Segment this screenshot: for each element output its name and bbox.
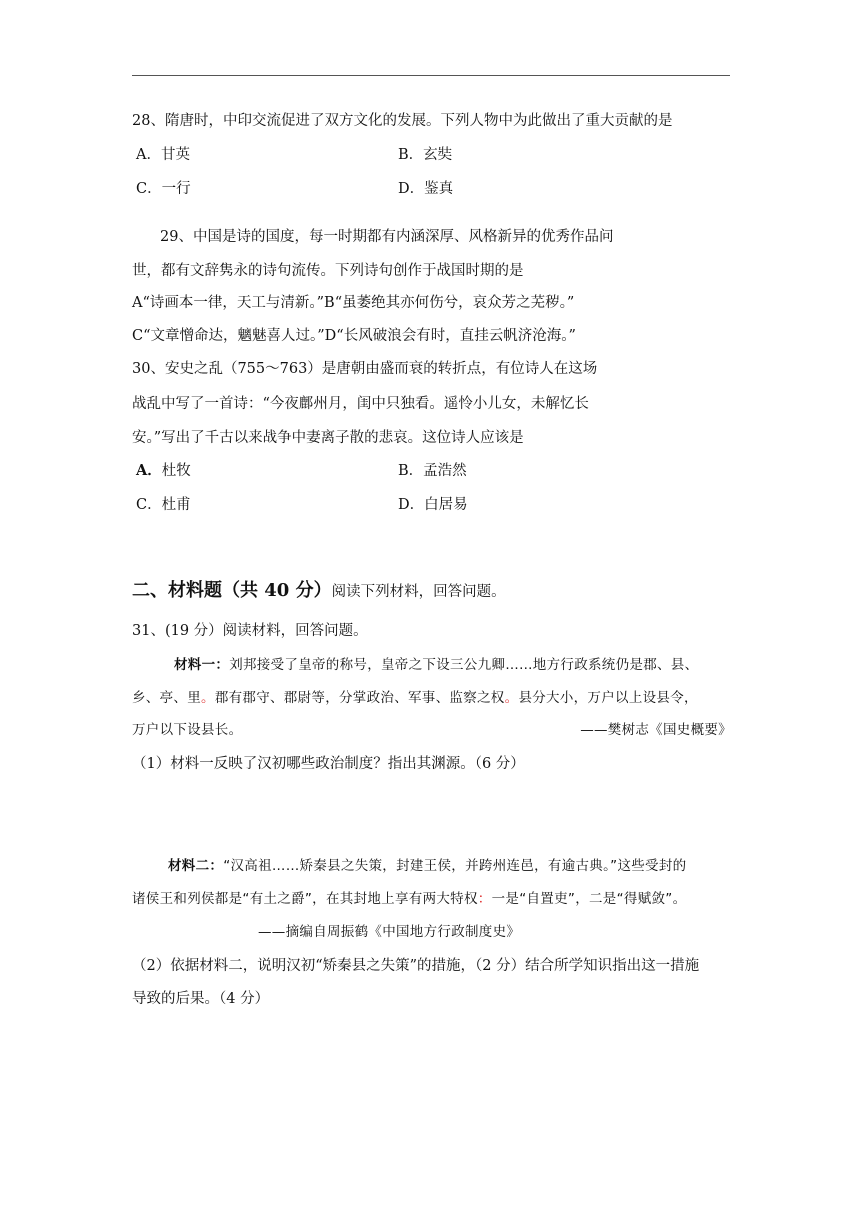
material-1-text-2c: 县分大小，万户以上设县令， — [518, 690, 698, 706]
q30-option-d: D．白居易 — [398, 497, 468, 513]
material-2-line-2 — [132, 889, 686, 909]
material-1-source: ——樊树志《国史概要》 — [580, 722, 732, 738]
material-1-red-mark-1: 。 — [201, 690, 215, 706]
q30-option-a-text: 杜牧 — [161, 463, 191, 479]
material-2-source: ——摘编自周振鹤《中国地方行政制度史》 — [258, 924, 521, 940]
material-1-text-2b: 郡有郡守、郡尉等，分掌政治、军事、监察之权 — [214, 690, 505, 706]
material-2-red-mark: ： — [477, 891, 492, 907]
q30-option-b: B．孟浩然 — [398, 463, 467, 479]
material-1-red-mark-2: 。 — [504, 690, 519, 706]
q30-line-1: 30、安史之乱（755～763）是唐朝由盛而衰的转折点，有位诗人在这场 — [132, 361, 598, 377]
material-2-text-1: “汉高祖……矫秦县之失策，封建王侯，并跨州连邑，有逾古典。”这些受封的 — [223, 858, 687, 874]
q30-option-c: C．杜甫 — [136, 497, 191, 513]
material-1-text-1: 刘邦接受了皇帝的称号，皇帝之下设三公九卿……地方行政系统仍是郡、县、 — [229, 657, 699, 673]
q31-sub-question-2-line-2: 导致的后果。（4 分） — [132, 991, 270, 1007]
q31-stem: 31、(19 分）阅读材料，回答问题。 — [132, 623, 368, 639]
q29-line-1: 29、中国是诗的国度，每一时期都有内涵深厚、风格新异的优秀作品问 — [160, 229, 614, 245]
q30-line-2: 战乱中写了一首诗：“今夜鄜州月，闺中只独看。遥怜小儿女，未解忆长 — [132, 396, 589, 412]
header-rule — [132, 75, 730, 76]
section-title: 二、材料题（共 40 分） — [132, 580, 332, 601]
material-2-text-2b: 一是“自置吏”，二是“得赋敛”。 — [491, 891, 687, 907]
material-2-text-2a: 诸侯王和列侯都是“有土之爵”，在其封地上享有两大特权 — [132, 891, 478, 907]
section-note: 阅读下列材料，回答问题。 — [331, 584, 506, 600]
q28-option-d: D．鉴真 — [398, 181, 454, 197]
material-1-line-1 — [160, 655, 698, 675]
q31-sub-question-2-line-1: （2）依据材料二，说明汉初“矫秦县之失策”的措施，（2 分）结合所学知识指出这一措施 — [132, 958, 700, 974]
section-heading — [132, 578, 506, 605]
material-1-line-2 — [132, 688, 698, 708]
material-2-label: 材料二： — [168, 858, 224, 874]
material-2-line-1 — [168, 856, 686, 876]
material-1-text-2a: 乡、亭、里 — [132, 690, 201, 706]
q30-option-a-letter: A． — [136, 462, 162, 479]
material-1-line-3: 万户以下设县长。 — [132, 722, 243, 738]
q28-stem: 28、隋唐时，中印交流促进了双方文化的发展。下列人物中为此做出了重大贡献的是 — [132, 113, 673, 129]
q28-option-c: C．一行 — [136, 181, 191, 197]
q31-sub-question-1: （1）材料一反映了汉初哪些政治制度？指出其渊源。（6 分） — [132, 756, 525, 772]
q29-line-3: A“诗画本一律，天工与清新。”B“虽萎绝其亦何伤兮，哀众芳之芜秽。” — [132, 295, 575, 311]
q30-line-3: 安。”写出了千古以来战争中妻离子散的悲哀。这位诗人应该是 — [132, 430, 524, 446]
q29-line-4: C“文章憎命达，魑魅喜人过。”D“长风破浪会有时，直挂云帆济沧海。” — [132, 328, 576, 344]
q29-line-2: 世，都有文辞隽永的诗句流传。下列诗句创作于战国时期的是 — [132, 263, 524, 279]
q28-option-b: B．玄奘 — [398, 147, 453, 163]
q30-option-a — [136, 461, 191, 481]
material-1-label: 材料一： — [174, 657, 230, 673]
q28-option-a: A．甘英 — [136, 147, 190, 163]
